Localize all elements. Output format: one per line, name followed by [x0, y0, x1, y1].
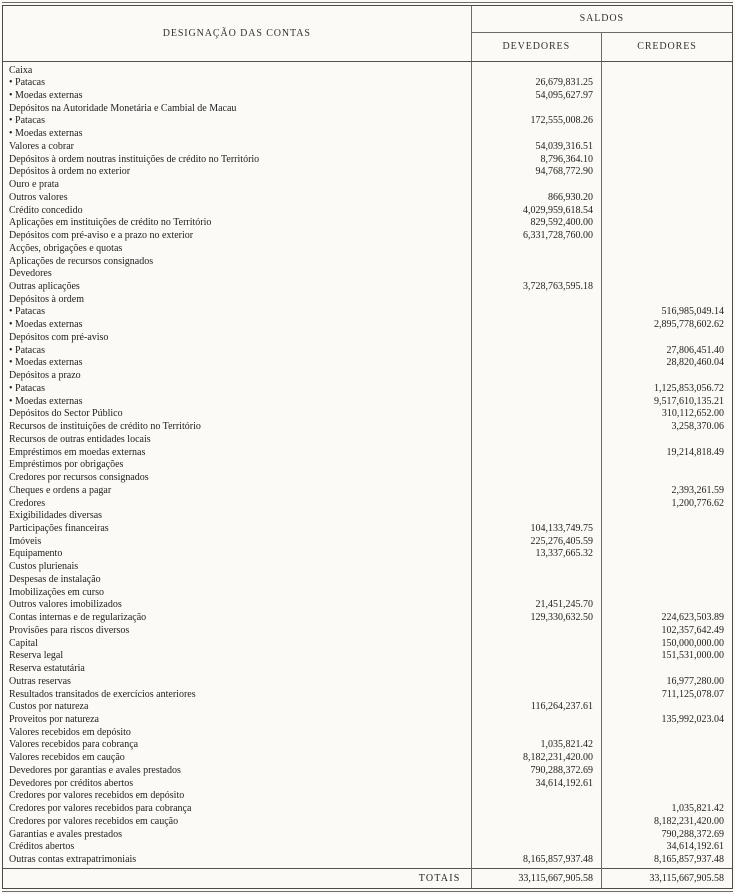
devedores-value	[471, 332, 601, 345]
account-label: Depósitos com pré-aviso	[3, 332, 471, 345]
account-label: Recursos de outras entidades locais	[3, 434, 471, 447]
devedores-value	[471, 714, 601, 727]
devedores-value	[471, 689, 601, 702]
table-row	[3, 332, 732, 345]
account-label: Outras contas extrapatrimoniais	[3, 854, 471, 868]
account-label: • Moedas externas	[3, 319, 471, 332]
account-label: Depósitos na Autoridade Monetária e Cambial de Macau	[3, 103, 471, 116]
devedores-value: 172,555,008.26	[471, 115, 601, 128]
balance-sheet-page	[2, 2, 733, 892]
account-label: Ouro e prata	[3, 179, 471, 192]
table-row	[3, 205, 732, 218]
credores-value	[602, 256, 733, 269]
table-row	[3, 638, 732, 651]
devedores-value	[471, 485, 601, 498]
devedores-value	[471, 256, 601, 269]
devedores-value	[471, 574, 601, 587]
credores-value	[602, 243, 733, 256]
account-label: Depósitos com pré-aviso e a prazo no exterior	[3, 230, 471, 243]
credores-value	[602, 561, 733, 574]
table-row	[3, 778, 732, 791]
account-label: • Moedas externas	[3, 90, 471, 103]
account-label: Devedores por créditos abertos	[3, 778, 471, 791]
devedores-value	[471, 510, 601, 523]
credores-value	[602, 179, 733, 192]
devedores-value	[471, 587, 601, 600]
credores-value	[602, 472, 733, 485]
credores-value	[602, 268, 733, 281]
account-label: Devedores	[3, 268, 471, 281]
credores-value	[602, 166, 733, 179]
table-row	[3, 854, 732, 868]
devedores-value	[471, 319, 601, 332]
devedores-value: 8,165,857,937.48	[471, 854, 601, 868]
account-label: • Patacas	[3, 77, 471, 90]
credores-value	[602, 727, 733, 740]
account-label: Credores por recursos consignados	[3, 472, 471, 485]
account-label: • Patacas	[3, 306, 471, 319]
table-row	[3, 128, 732, 141]
table-row	[3, 243, 732, 256]
devedores-value	[471, 357, 601, 370]
devedores-value: 8,182,231,420.00	[471, 752, 601, 765]
credores-value	[602, 370, 733, 383]
table-row	[3, 447, 732, 460]
account-label: • Patacas	[3, 383, 471, 396]
credores-value	[602, 332, 733, 345]
table-row	[3, 829, 732, 842]
totals-devedores-value: 33,115,667,905.58	[471, 868, 601, 888]
table-row	[3, 90, 732, 103]
credores-value	[602, 434, 733, 447]
devedores-value: 54,095,627.97	[471, 90, 601, 103]
credores-value	[602, 548, 733, 561]
account-label: Outras aplicações	[3, 281, 471, 294]
devedores-value	[471, 447, 601, 460]
credores-value: 2,393,261.59	[671, 484, 724, 496]
devedores-value	[471, 790, 601, 803]
credores-value: 1,035,821.42	[671, 803, 724, 815]
account-label: Depósitos à ordem noutras instituições de crédito no Território	[3, 154, 471, 167]
table-row	[3, 739, 732, 752]
account-label: Valores recebidos para cobrança	[3, 739, 471, 752]
account-label: Devedores por garantias e avales prestados	[3, 765, 471, 778]
table-row	[3, 816, 732, 829]
table-row	[3, 179, 732, 192]
account-label: Proveitos por natureza	[3, 714, 471, 727]
account-label: Imobilizações em curso	[3, 587, 471, 600]
devedores-value	[471, 650, 601, 663]
account-label: • Moedas externas	[3, 396, 471, 409]
devedores-value	[471, 370, 601, 383]
table-row	[3, 77, 732, 90]
table-row	[3, 727, 732, 740]
account-label: Empréstimos por obrigações	[3, 459, 471, 472]
account-label: Equipamento	[3, 548, 471, 561]
table-row	[3, 370, 732, 383]
account-label: Exigibilidades diversas	[3, 510, 471, 523]
devedores-value: 54,039,316.51	[471, 141, 601, 154]
credores-value: 135,992,023.04	[661, 713, 724, 725]
table-row	[3, 663, 732, 676]
devedores-value: 866,930.20	[471, 192, 601, 205]
table-row	[3, 523, 732, 536]
account-label: Valores recebidos em depósito	[3, 727, 471, 740]
devedores-value	[471, 103, 601, 116]
table-row	[3, 841, 732, 854]
devedores-value	[471, 294, 601, 307]
devedores-value	[471, 268, 601, 281]
table-row	[3, 357, 732, 370]
credores-value: 151,531,000.00	[661, 650, 724, 662]
credores-value: 8,182,231,420.00	[654, 815, 724, 827]
col-header-saldos: SALDOS	[471, 6, 732, 32]
devedores-value	[471, 676, 601, 689]
devedores-value: 21,451,245.70	[471, 599, 601, 612]
table-row	[3, 790, 732, 803]
devedores-value: 34,614,192.61	[471, 778, 601, 791]
account-label: Depósitos à ordem	[3, 294, 471, 307]
credores-value	[602, 752, 733, 765]
devedores-value	[471, 829, 601, 842]
account-label: Reserva estatutária	[3, 663, 471, 676]
table-footer	[3, 868, 732, 888]
table-row	[3, 383, 732, 396]
account-label: Crédito concedido	[3, 205, 471, 218]
credores-value: 150,000,000.00	[661, 637, 724, 649]
account-label: Outros valores	[3, 192, 471, 205]
credores-value: 711,125,078.07	[661, 688, 724, 700]
table-row	[3, 268, 732, 281]
credores-value: 8,165,857,937.48	[654, 854, 724, 866]
credores-value	[602, 599, 733, 612]
credores-value: 16,977,280.00	[666, 675, 724, 687]
credores-value: 27,806,451.40	[666, 344, 724, 356]
account-label: Credores por valores recebidos em caução	[3, 816, 471, 829]
table-row	[3, 612, 732, 625]
account-label: Custos plurienais	[3, 561, 471, 574]
credores-value	[602, 778, 733, 791]
credores-value: 224,623,503.89	[661, 612, 724, 624]
devedores-value: 3,728,763,595.18	[471, 281, 601, 294]
credores-value	[602, 192, 733, 205]
account-label: Participações financeiras	[3, 523, 471, 536]
devedores-value	[471, 408, 601, 421]
credores-value	[602, 574, 733, 587]
devedores-value: 116,264,237.61	[471, 701, 601, 714]
devedores-value: 13,337,665.32	[471, 548, 601, 561]
devedores-value	[471, 663, 601, 676]
account-label: Cheques e ordens a pagar	[3, 485, 471, 498]
credores-value	[602, 90, 733, 103]
devedores-value: 225,276,405.59	[471, 536, 601, 549]
credores-value	[602, 115, 733, 128]
devedores-value	[471, 561, 601, 574]
devedores-value	[471, 472, 601, 485]
credores-value: 790,288,372.69	[661, 828, 724, 840]
table-row	[3, 689, 732, 702]
account-label: Contas internas e de regularização	[3, 612, 471, 625]
table-row	[3, 396, 732, 409]
credores-value: 34,614,192.61	[666, 841, 724, 853]
account-label: • Moedas externas	[3, 357, 471, 370]
table-row	[3, 459, 732, 472]
accounts-table	[3, 6, 732, 888]
devedores-value: 26,679,831.25	[471, 77, 601, 90]
credores-value	[602, 128, 733, 141]
credores-value	[602, 510, 733, 523]
table-row	[3, 765, 732, 778]
credores-value	[602, 536, 733, 549]
table-row	[3, 676, 732, 689]
table-row	[3, 306, 732, 319]
table-row	[3, 141, 732, 154]
devedores-value: 6,331,728,760.00	[471, 230, 601, 243]
account-label: Recursos de instituições de crédito no Território	[3, 421, 471, 434]
totals-label: TOTAIS	[3, 868, 471, 888]
credores-value: 19,214,818.49	[666, 446, 724, 458]
table-row	[3, 574, 732, 587]
table-row	[3, 548, 732, 561]
credores-value	[602, 765, 733, 778]
account-label: Capital	[3, 638, 471, 651]
account-label: Depósitos do Sector Público	[3, 408, 471, 421]
credores-value: 3,258,370.06	[671, 421, 724, 433]
credores-value	[602, 154, 733, 167]
devedores-value	[471, 345, 601, 358]
credores-value	[602, 281, 733, 294]
devedores-value: 104,133,749.75	[471, 523, 601, 536]
table-row	[3, 625, 732, 638]
account-label: Provisões para riscos diversos	[3, 625, 471, 638]
devedores-value	[471, 128, 601, 141]
table-row	[3, 103, 732, 116]
credores-value: 28,820,460.04	[666, 357, 724, 369]
account-label: Credores	[3, 497, 471, 510]
credores-value	[602, 217, 733, 230]
table-row	[3, 510, 732, 523]
table-row	[3, 345, 732, 358]
credores-value: 1,125,853,056.72	[654, 382, 724, 394]
table-row	[3, 217, 732, 230]
account-label: Empréstimos em moedas externas	[3, 447, 471, 460]
devedores-value	[471, 421, 601, 434]
credores-value: 516,985,049.14	[661, 306, 724, 318]
table-row	[3, 61, 732, 77]
account-label: Credores por valores recebidos para cobrança	[3, 803, 471, 816]
devedores-value	[471, 61, 601, 77]
totals-credores-value: 33,115,667,905.58	[602, 868, 733, 888]
credores-value	[602, 77, 733, 90]
table-row	[3, 561, 732, 574]
devedores-value	[471, 459, 601, 472]
table-header	[3, 6, 732, 61]
devedores-value: 829,592,400.00	[471, 217, 601, 230]
account-label: Outros valores imobilizados	[3, 599, 471, 612]
account-label: Depósitos a prazo	[3, 370, 471, 383]
account-label: Créditos abertos	[3, 841, 471, 854]
devedores-value	[471, 625, 601, 638]
table-row	[3, 587, 732, 600]
table-row	[3, 166, 732, 179]
table-row	[3, 497, 732, 510]
devedores-value: 94,768,772.90	[471, 166, 601, 179]
credores-value	[602, 141, 733, 154]
credores-value	[602, 739, 733, 752]
devedores-value	[471, 727, 601, 740]
devedores-value	[471, 497, 601, 510]
account-label: Depósitos à ordem no exterior	[3, 166, 471, 179]
table-row	[3, 803, 732, 816]
table-body	[3, 61, 732, 868]
devedores-value	[471, 434, 601, 447]
credores-value	[602, 663, 733, 676]
account-label: Caixa	[3, 61, 471, 77]
account-label: Credores por valores recebidos em depósito	[3, 790, 471, 803]
table-frame	[2, 5, 733, 889]
credores-value: 2,895,778,602.62	[654, 319, 724, 331]
table-row	[3, 115, 732, 128]
table-row	[3, 536, 732, 549]
devedores-value: 1,035,821.42	[471, 739, 601, 752]
table-row	[3, 256, 732, 269]
col-header-credores: CREDORES	[602, 32, 733, 61]
credores-value	[602, 205, 733, 218]
table-row	[3, 230, 732, 243]
devedores-value	[471, 803, 601, 816]
table-row	[3, 434, 732, 447]
account-label: • Patacas	[3, 345, 471, 358]
table-row	[3, 421, 732, 434]
account-label: • Moedas externas	[3, 128, 471, 141]
credores-value	[602, 230, 733, 243]
table-row	[3, 294, 732, 307]
account-label: Imóveis	[3, 536, 471, 549]
table-row	[3, 408, 732, 421]
table-row	[3, 472, 732, 485]
credores-value	[602, 459, 733, 472]
account-label: Garantias e avales prestados	[3, 829, 471, 842]
devedores-value	[471, 306, 601, 319]
devedores-value	[471, 179, 601, 192]
credores-value	[602, 523, 733, 536]
table-row	[3, 599, 732, 612]
devedores-value: 790,288,372.69	[471, 765, 601, 778]
credores-value	[602, 587, 733, 600]
devedores-value	[471, 243, 601, 256]
credores-value	[602, 103, 733, 116]
account-label: Aplicações em instituições de crédito no Território	[3, 217, 471, 230]
table-row	[3, 714, 732, 727]
devedores-value	[471, 396, 601, 409]
credores-value	[602, 701, 733, 714]
credores-value	[602, 61, 733, 77]
table-row	[3, 752, 732, 765]
table-row	[3, 485, 732, 498]
credores-value: 1,200,776.62	[671, 497, 724, 509]
account-label: Aplicações de recursos consignados	[3, 256, 471, 269]
table-row	[3, 192, 732, 205]
account-label: Resultados transitados de exercícios anteriores	[3, 689, 471, 702]
devedores-value: 4,029,959,618.54	[471, 205, 601, 218]
credores-value: 9,517,610,135.21	[654, 395, 724, 407]
account-label: Acções, obrigações e quotas	[3, 243, 471, 256]
credores-value	[602, 294, 733, 307]
credores-value: 310,112,652.00	[661, 408, 724, 420]
account-label: • Patacas	[3, 115, 471, 128]
devedores-value: 129,330,632.50	[471, 612, 601, 625]
account-label: Valores recebidos em caução	[3, 752, 471, 765]
totals-row	[3, 868, 732, 888]
account-label: Valores a cobrar	[3, 141, 471, 154]
account-label: Custos por natureza	[3, 701, 471, 714]
table-row	[3, 281, 732, 294]
devedores-value: 8,796,364.10	[471, 154, 601, 167]
table-row	[3, 154, 732, 167]
credores-value: 102,357,642.49	[661, 624, 724, 636]
devedores-value	[471, 638, 601, 651]
devedores-value	[471, 841, 601, 854]
credores-value	[602, 790, 733, 803]
col-header-devedores: DEVEDORES	[471, 32, 601, 61]
table-row	[3, 701, 732, 714]
col-header-designacao: DESIGNAÇÃO DAS CONTAS	[3, 6, 471, 61]
devedores-value	[471, 383, 601, 396]
table-row	[3, 650, 732, 663]
devedores-value	[471, 816, 601, 829]
account-label: Outras reservas	[3, 676, 471, 689]
account-label: Despesas de instalação	[3, 574, 471, 587]
table-row	[3, 319, 732, 332]
account-label: Reserva legal	[3, 650, 471, 663]
